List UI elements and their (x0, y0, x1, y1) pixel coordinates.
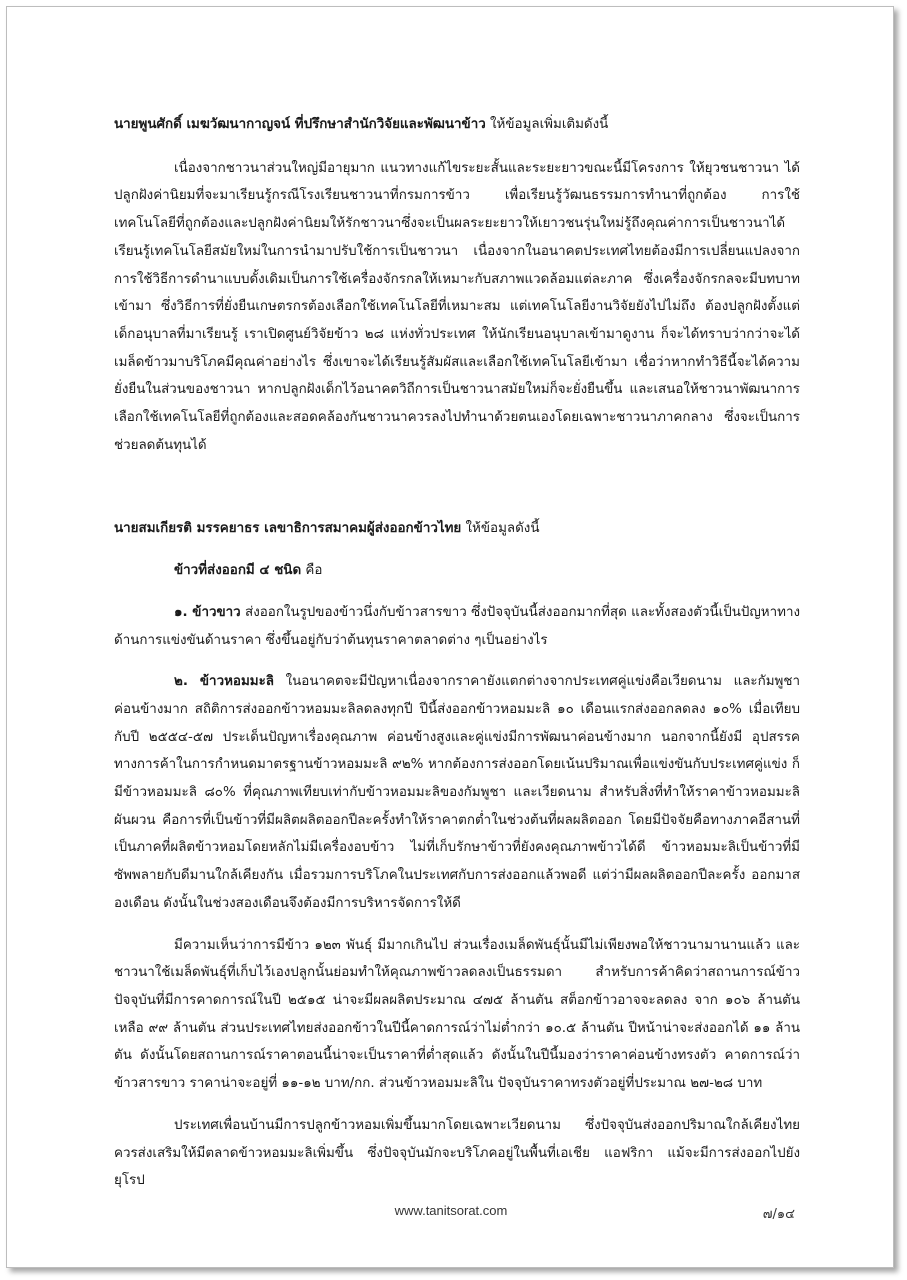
speaker-1-intro: ให้ข้อมูลเพิ่มเติมดังนี้ (485, 117, 609, 132)
speaker-2-heading (114, 515, 800, 543)
speaker-2-intro: ให้ข้อมูลดังนี้ (461, 521, 540, 537)
speaker-2-name: นายสมเกียรติ มรรคยาธร เลขาธิการสมาคมผู้ส่งออกข้าวไทย (114, 521, 462, 537)
speaker-1-paragraph: เนื่องจากชาวนาส่วนใหญ่มีอายุมาก แนวทางแก้ไขระยะสั้นและระยะยาวขณะนี้มีโครงการ ให้ยุวชนชาวนา ได้ปลูกฝังค่านิยมที่จะมาเรียนรู้กรณีโรงเรียนชาวนาที่กรมการข้าว เพื่อเรียนรู้วัฒนธรรมการทำนาที่ถูกต้อง การใช้เทคโนโลยีที่ถูกต้องและปลูกฝังค่านิยมให้รักชาวนาซึ่งจะเป็นผลระยะยาวให้เยาวชนรุ่นใหม่รู้ถึงคุณค่าการเป็นชาวนาได้เรียนรู้เทคโนโลยีสมัยใหม่ในการนำมาปรับใช้การเป็นชาวนา เนื่องจากในอนาคตประเทศไทยต้องมีการเปลี่ยนแปลงจากการใช้วิธีการดำนาแบบดั้งเดิมเป็นการใช้เครื่องจักรกลให้เหมาะกับสภาพแวดล้อมแต่ละภาค ซึ่งเครื่องจักรกลจะมีบทบาทเข้ามา ซึ่งวิธีการที่ยั่งยืนเกษตรกรต้องเลือกใช้เทคโนโลยีที่เหมาะสม แต่เทคโนโลยีงานวิจัยยังไปไม่ถึง ต้องปลูกฝังตั้งแต่เด็กอนุบาลที่มาเรียนรู้ เราเปิดศูนย์วิจัยข้าว ๒๘ แห่งทั่วประเทศ ให้นักเรียนอนุบาลเข้ามาดูงาน ก็จะได้ทราบว่ากว่าจะได้เมล็ดข้าวมาบริโภคมีคุณค่าอย่างไร ซึ่งเขาจะได้เรียนรู้สัมผัสและเลือกใช้เทคโนโลยีเข้ามา เชื่อว่าหากทำวิธีนี้จะได้ความยั่งยืนในส่วนของชาวนา หากปลูกฝังเด็กไว้อนาคตวิถีการเป็นชาวนาสมัยใหม่ก็จะยั่งยืนขึ้น และเสนอให้ชาวนาพัฒนาการเลือกใช้เทคโนโลยีที่ถูกต้องและสอดคล้องกันชาวนาควรลงไปทำนาด้วยตนเองโดยเฉพาะชาวนาภาคกลาง ซึ่งจะเป็นการช่วยลดต้นทุนได้ (114, 160, 800, 453)
export-types-rest: คือ (301, 563, 323, 579)
item-jasmine-rice-title: ๒. ข้าวหอมมะลิ (174, 674, 275, 690)
document-body (114, 111, 800, 1195)
paragraph-rice-varieties: มีความเห็นว่าการมีข้าว ๑๒๓ พันธุ์ มีมากเกินไป ส่วนเรื่องเมล็ดพันธุ์นั้นมีไม่เพียงพอให้ชาวนามานานแล้ว และชาวนาใช้เมล็ดพันธุ์ที่เก็บไว้เองปลูกนั้นย่อมทำให้คุณภาพข้าวลดลงเป็นธรรมดา สำหรับการค้าคิดว่าสถานการณ์ข้าวปัจจุบันที่มีการคาดการณ์ในปี ๒๕๑๕ น่าจะมีผลผลิตประมาณ ๔๗๕ ล้านตัน สต็อกข้าวอาจจะลดลง จาก ๑๐๖ ล้านตัน เหลือ ๙๙ ล้านตัน ส่วนประเทศไทยส่งออกข้าวในปีนี้คาดการณ์ว่าไม่ต่ำกว่า ๑๐.๕ ล้านตัน ปีหน้าน่าจะส่งออกได้ ๑๑ ล้านตัน ดังนั้นโดยสถานการณ์ราคาตอนนี้น่าจะเป็นราคาที่ต่ำสุดแล้ว ดังนั้นในปีนี้มองว่าราคาค่อนข้างทรงตัว คาดการณ์ว่าข้าวสารขาว ราคาน่าจะอยู่ที่ ๑๑-๑๒ บาท/กก. ส่วนข้าวหอมมะลิใน ปัจจุบันราคาทรงตัวอยู่ที่ประมาณ ๒๗-๒๘ บาท (114, 937, 800, 1092)
export-types-heading (114, 557, 800, 585)
document-page (6, 6, 894, 1268)
export-types-title: ข้าวที่ส่งออกมี ๔ ชนิด (174, 563, 302, 579)
footer-website: www.tanitsorat.com (394, 1203, 508, 1218)
item-white-rice-title: ๑. ข้าวขาว (174, 604, 241, 620)
speaker-1-heading (114, 111, 800, 139)
item-jasmine-rice (114, 668, 800, 917)
item-jasmine-rice-text: ในอนาคตจะมีปัญหาเนื่องจากราคายังแตกต่างจากประเทศคู่แข่งคือเวียดนาม และกัมพูชาค่อนข้างมาก สถิติการส่งออกข้าวหอมมะลิลดลงทุกปี ปีนี้ส่งออกข้าวหอมมะลิ ๑๐ เดือนแรกส่งออกลดลง ๑๐% เมื่อเทียบกับปี ๒๕๕๔-๕๗ ประเด็นปัญหาเรื่องคุณภาพ ค่อนข้างสูงและคู่แข่งมีการพัฒนาค่อนข้างมาก นอกจากนี้ยังมี อุปสรรคทางการค้าในการกำหนดมาตรฐานข้าวหอมมะลิ ๙๒% หากต้องการส่งออกโดยเน้นปริมาณเพื่อแข่งขันกับประเทศคู่แข่ง ก็มีข้าวหอมมะลิ ๘๐% ที่คุณภาพเทียบเท่ากับข้าวหอมมะลิของกัมพูชา และเวียดนาม สำหรับสิ่งที่ทำให้ราคาข้าวหอมมะลิผันผวน คือการที่เป็นข้าวที่มีผลิตผลิตออกปีละครั้งทำให้ราคาตกต่ำในช่วงต้นที่ผลผลิตออก โดยมีปัจจัยคือทางภาคอีสานที่เป็นภาคที่ผลิตข้าวหอมโดยหลักไม่มีเครื่องอบข้าว ไม่ที่เก็บรักษาข้าวที่ยังคงคุณภาพข้าวได้ดี ข้าวหอมมะลิเป็นข้าวที่มีซัพพลายกับดีมานใกล้เคียงกัน เมื่อรวมการบริโภคในประเทศกับการส่งออกแล้วพอดี แต่ว่ามีผลผลิตออกปีละครั้ง ออกมาสองเดือน ดังนั้นในช่วงสองเดือนจึงต้องมีการบริหารจัดการให้ดี (114, 674, 800, 911)
speaker-1-name: นายพูนศักดิ์ เมฆวัฒนากาญจน์ ที่ปรึกษาสำนักวิจัยและพัฒนาข้าว (114, 117, 486, 132)
item-white-rice (114, 599, 800, 654)
page-number: ๗/๑๔ (762, 1207, 795, 1222)
item-white-rice-text: ส่งออกในรูปของข้าวนึ่งกับข้าวสารขาว ซึ่งปัจจุบันนี้ส่งออกมากที่สุด และทั้งสองตัวนี้เป็นปัญหาทางด้านการแข่งขันด้านราคา ซึ่งขึ้นอยู่กับว่าต้นทุนราคาตลาดต่าง ๆเป็นอย่างไร (114, 604, 800, 648)
paragraph-neighbor-countries: ประเทศเพื่อนบ้านมีการปลูกข้าวหอมเพิ่มขึ้นมากโดยเฉพาะเวียดนาม ซึ่งปัจจุบันส่งออกปริมาณใกล้เคียงไทย ควรส่งเสริมให้มีตลาดข้าวหอมมะลิเพิ่มขึ้น ซึ่งปัจจุบันมักจะบริโภคอยู่ในพื้นที่เอเชีย แอฟริกา แม้จะมีการส่งออกไปยังยุโรป (114, 1117, 800, 1189)
